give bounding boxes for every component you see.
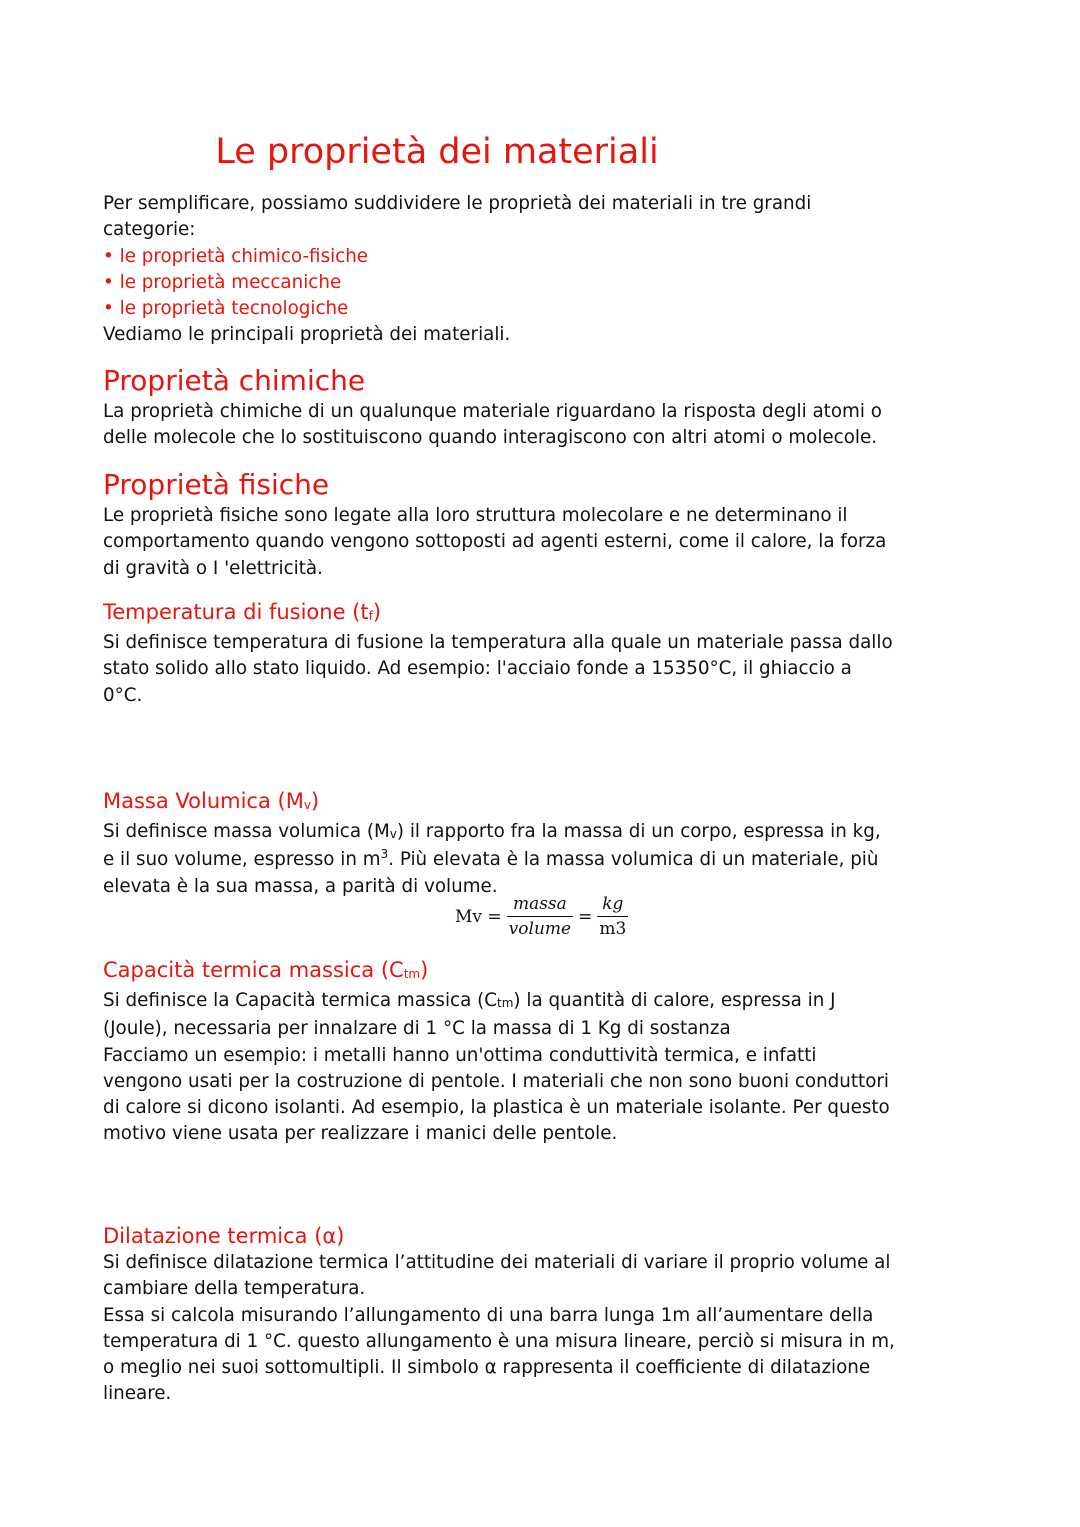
paragraph-line: Le proprietà fisiche sono legate alla loro struttura molecolare e ne determinano il [103,505,848,526]
section-heading: Proprietà fisiche [103,468,330,501]
section-dilatazione-termica [103,1222,983,1408]
paragraph-line: lineare. [103,1383,172,1405]
paragraph-line: Si definisce dilatazione termica l’attitudine dei materiali di variare il proprio volume al [103,1252,891,1273]
paragraph-line: Facciamo un esempio: i metalli hanno un'ottima conduttività termica, e infatti [103,1044,817,1066]
formula-fraction: $\frac{\text{massa}}{\text{volume}}$ [508,894,572,939]
paragraph-line: 0°C. [103,684,143,706]
density-formula [455,892,633,941]
paragraph-line: vengono usati per la costruzione di pentole. I materiali che non sono buoni conduttori [103,1070,889,1092]
paragraph-line: delle molecole che lo sostituiscono quando interagiscono con altri atomi o molecole. [103,427,878,449]
paragraph-line: stato solido allo stato liquido. Ad esempio: l'acciaio fonde a 15350°C, il ghiaccio a [103,658,852,680]
section-capacita-termica [103,956,983,1148]
formula-equals: = [578,906,593,927]
bullet-icon: • [103,298,120,320]
section-heading: Proprietà chimiche [103,364,366,397]
page-title: Le proprietà dei materiali [215,132,659,172]
section-chimiche [103,363,983,452]
paragraph-line: (Joule), necessaria per innalzare di 1 °C la massa di 1 Kg di sostanza [103,1018,731,1040]
paragraph-line: comportamento quando vengono sottoposti ad agenti esterni, come il calore, la forza [103,531,887,553]
paragraph-line: La proprietà chimiche di un qualunque materiale riguardano la risposta degli atomi o [103,401,882,422]
paragraph-line: Essa si calcola misurando l’allungamento di una barra lunga 1m all’aumentare della [103,1304,874,1326]
section-fusione [103,598,983,709]
intro-closing: Vediamo le principali proprietà dei materiali. [103,324,511,346]
intro-line: categorie: [103,219,196,241]
section-massa-volumica [103,787,983,900]
paragraph-line: Si definisce la Capacità termica massica $(C_{tm})$ la quantità di calore, espressa in J [103,990,836,1011]
bullet-icon: • [103,271,120,293]
subsection-heading: Dilatazione termica (α) [103,1224,345,1248]
bullet-item: • le proprietà meccaniche [103,271,342,293]
subsection-heading: Massa Volumica $(M_v)$ [103,789,320,813]
paragraph-line: di gravità o I 'elettricità. [103,557,323,579]
section-fisiche [103,467,983,582]
paragraph-line: e il suo volume, espresso in $m^3$. Più elevata è la massa volumica di un materiale, più [103,847,879,871]
subsection-heading: Temperatura di fusione $(t_f)$ [103,600,382,624]
intro-section [103,191,983,349]
paragraph-line: di calore si dicono isolanti. Ad esempio, la plastica è un materiale isolante. Per questo [103,1097,890,1119]
formula-lhs: Mv = [455,906,502,927]
paragraph-line: elevata è la sua massa, a parità di volume. [103,875,498,897]
paragraph-line: cambiare della temperatura. [103,1278,366,1300]
bullet-icon: • [103,245,120,267]
bullet-item: • le proprietà tecnologiche [103,298,349,320]
subsection-heading: Capacità termica massica $(C_{tm})$ [103,958,429,982]
bullet-item: • le proprietà chimico-fisiche [103,245,369,267]
paragraph-line: motivo viene usata per realizzare i manici delle pentole. [103,1123,618,1145]
paragraph-line: temperatura di 1 °C. questo allungamento è una misura lineare, perciò si misura in m, [103,1330,895,1352]
paragraph-line: o meglio nei suoi sottomultipli. Il simbolo α rappresenta il coefficiente di dilatazione [103,1357,871,1379]
formula-fraction-units: $\frac{kg}{m3}$ [599,894,627,939]
paragraph-line: Si definisce temperatura di fusione la temperatura alla quale un materiale passa dallo [103,632,893,653]
intro-line: Per semplificare, possiamo suddividere le proprietà dei materiali in tre grandi [103,193,812,214]
paragraph-line: Si definisce massa volumica $(M_v)$ il rapporto fra la massa di un corpo, espressa in kg, [103,821,881,842]
